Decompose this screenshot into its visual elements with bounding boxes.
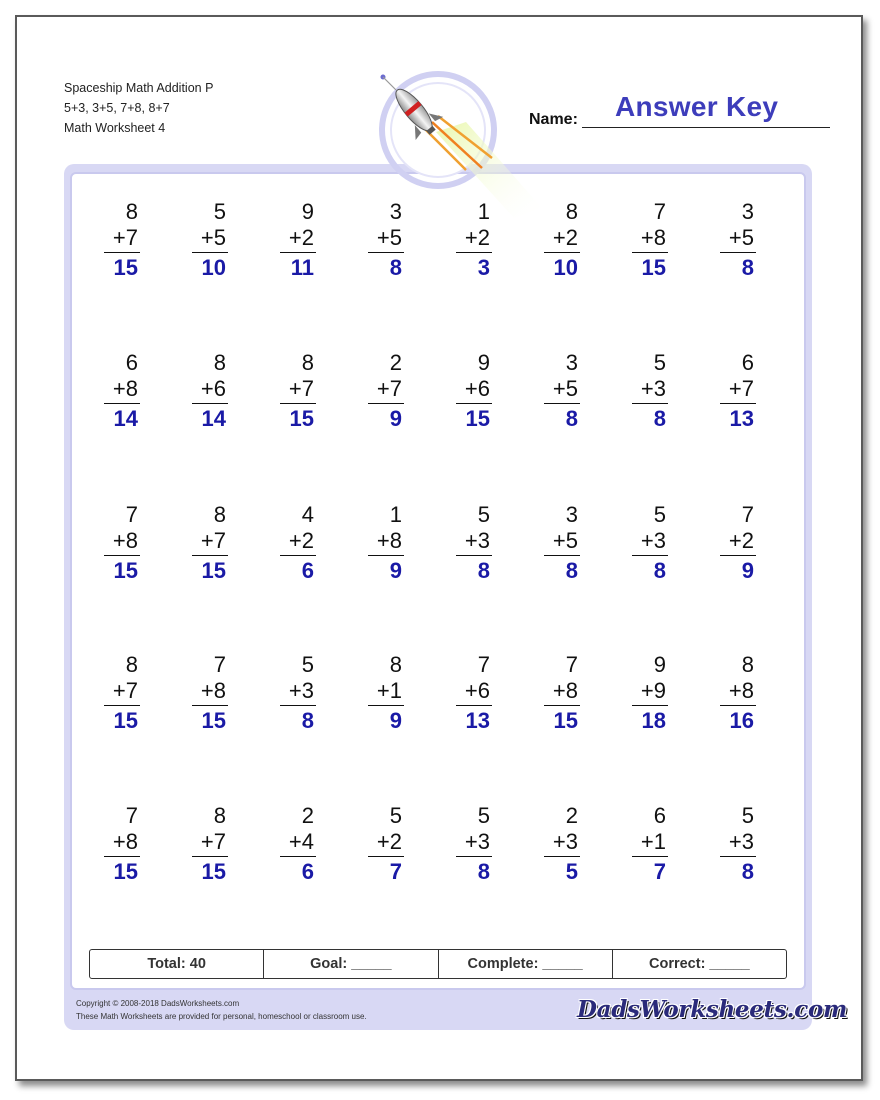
addend-top: 7 xyxy=(477,652,490,677)
sum-rule xyxy=(280,705,316,706)
problem xyxy=(432,803,492,886)
addend-top: 5 xyxy=(301,652,314,677)
brand-logo: DadsWorksheets.com xyxy=(577,996,848,1023)
addend-top: 4 xyxy=(301,502,314,527)
sum-rule xyxy=(104,856,140,857)
problem xyxy=(256,350,316,433)
answer: 3 xyxy=(477,255,490,280)
sum-rule xyxy=(368,856,404,857)
sum-rule xyxy=(104,555,140,556)
addend-bottom: +1 xyxy=(376,678,402,703)
answer: 6 xyxy=(301,558,314,583)
addend-bottom: +7 xyxy=(112,678,138,703)
copyright xyxy=(76,997,367,1023)
addend-bottom: +8 xyxy=(200,678,226,703)
addend-top: 6 xyxy=(125,350,138,375)
usage-line: These Math Worksheets are provided for personal, homeschool or classroom use. xyxy=(76,1012,367,1021)
answer: 8 xyxy=(565,406,578,431)
addend-top: 8 xyxy=(125,652,138,677)
answer: 9 xyxy=(741,558,754,583)
answer: 8 xyxy=(653,558,666,583)
answer: 9 xyxy=(389,558,402,583)
answer: 8 xyxy=(477,558,490,583)
answer: 8 xyxy=(741,255,754,280)
problem xyxy=(344,502,404,585)
sum-rule xyxy=(280,403,316,404)
sum-rule xyxy=(280,252,316,253)
addend-bottom: +3 xyxy=(464,528,490,553)
addend-top: 2 xyxy=(565,803,578,828)
sum-rule xyxy=(544,403,580,404)
addend-bottom: +8 xyxy=(112,829,138,854)
problem xyxy=(256,199,316,282)
answer: 8 xyxy=(301,708,314,733)
addend-top: 8 xyxy=(213,803,226,828)
problem xyxy=(168,199,228,282)
addend-top: 6 xyxy=(653,803,666,828)
addend-bottom: +8 xyxy=(640,225,666,250)
sum-rule xyxy=(456,252,492,253)
addend-bottom: +7 xyxy=(112,225,138,250)
sum-rule xyxy=(632,856,668,857)
problem xyxy=(80,502,140,585)
addend-top: 8 xyxy=(213,350,226,375)
addend-top: 7 xyxy=(565,652,578,677)
addend-top: 7 xyxy=(741,502,754,527)
answer: 15 xyxy=(553,708,578,733)
problem xyxy=(80,199,140,282)
problem xyxy=(256,502,316,585)
addend-bottom: +6 xyxy=(464,376,490,401)
addend-bottom: +3 xyxy=(728,829,754,854)
answer: 10 xyxy=(553,255,578,280)
addend-top: 9 xyxy=(653,652,666,677)
addend-top: 8 xyxy=(125,199,138,224)
problem xyxy=(696,652,756,735)
addend-bottom: +8 xyxy=(376,528,402,553)
sum-rule xyxy=(632,403,668,404)
addend-top: 3 xyxy=(741,199,754,224)
problem xyxy=(432,350,492,433)
addend-top: 8 xyxy=(301,350,314,375)
problem xyxy=(696,199,756,282)
answer: 15 xyxy=(201,859,226,884)
addend-top: 9 xyxy=(477,350,490,375)
correct-cell: Correct: _____ xyxy=(649,956,750,972)
addend-bottom: +2 xyxy=(376,829,402,854)
answer: 15 xyxy=(289,406,314,431)
addend-top: 5 xyxy=(213,199,226,224)
answer: 16 xyxy=(729,708,754,733)
addend-bottom: +2 xyxy=(552,225,578,250)
problem xyxy=(80,803,140,886)
problem xyxy=(168,803,228,886)
addend-bottom: +1 xyxy=(640,829,666,854)
answer: 15 xyxy=(201,558,226,583)
problem xyxy=(80,652,140,735)
score-table xyxy=(89,949,787,979)
problem xyxy=(256,652,316,735)
sum-rule xyxy=(368,252,404,253)
addend-bottom: +6 xyxy=(200,376,226,401)
problem xyxy=(168,350,228,433)
addend-top: 1 xyxy=(389,502,402,527)
addend-top: 3 xyxy=(565,502,578,527)
addend-bottom: +3 xyxy=(464,829,490,854)
sum-rule xyxy=(104,403,140,404)
problem xyxy=(168,652,228,735)
addend-top: 2 xyxy=(389,350,402,375)
answer: 8 xyxy=(741,859,754,884)
answer: 8 xyxy=(389,255,402,280)
problem xyxy=(608,502,668,585)
problem xyxy=(80,350,140,433)
problem xyxy=(344,199,404,282)
answer: 15 xyxy=(465,406,490,431)
sum-rule xyxy=(104,705,140,706)
addend-top: 3 xyxy=(389,199,402,224)
addend-top: 5 xyxy=(653,350,666,375)
sum-rule xyxy=(192,252,228,253)
answer: 8 xyxy=(565,558,578,583)
addend-bottom: +9 xyxy=(640,678,666,703)
addend-bottom: +3 xyxy=(640,376,666,401)
sum-rule xyxy=(544,705,580,706)
addend-bottom: +8 xyxy=(112,528,138,553)
rocket-icon xyxy=(374,70,544,220)
answer: 8 xyxy=(477,859,490,884)
name-label: Name: xyxy=(529,111,578,128)
problem xyxy=(520,199,580,282)
problem xyxy=(520,350,580,433)
sum-rule xyxy=(456,555,492,556)
sum-rule xyxy=(632,555,668,556)
addend-bottom: +7 xyxy=(288,376,314,401)
goal-cell: Goal: _____ xyxy=(264,950,438,978)
problem xyxy=(696,502,756,585)
addend-bottom: +2 xyxy=(288,528,314,553)
addend-bottom: +7 xyxy=(376,376,402,401)
answer: 15 xyxy=(201,708,226,733)
addend-bottom: +2 xyxy=(288,225,314,250)
addend-bottom: +7 xyxy=(728,376,754,401)
answer: 7 xyxy=(653,859,666,884)
addend-top: 2 xyxy=(301,803,314,828)
addend-bottom: +4 xyxy=(288,829,314,854)
problem xyxy=(520,502,580,585)
addend-top: 8 xyxy=(565,199,578,224)
answer: 13 xyxy=(729,406,754,431)
addend-bottom: +7 xyxy=(200,829,226,854)
addend-top: 5 xyxy=(477,502,490,527)
addend-bottom: +7 xyxy=(200,528,226,553)
sum-rule xyxy=(368,403,404,404)
answer: 8 xyxy=(653,406,666,431)
problem xyxy=(696,350,756,433)
answer: 13 xyxy=(465,708,490,733)
addend-bottom: +2 xyxy=(728,528,754,553)
addend-top: 7 xyxy=(213,652,226,677)
sum-rule xyxy=(192,705,228,706)
addend-top: 5 xyxy=(389,803,402,828)
answer: 18 xyxy=(641,708,666,733)
sum-rule xyxy=(632,252,668,253)
addend-bottom: +6 xyxy=(464,678,490,703)
addend-top: 8 xyxy=(213,502,226,527)
sum-rule xyxy=(368,705,404,706)
addend-bottom: +3 xyxy=(552,829,578,854)
addend-bottom: +3 xyxy=(640,528,666,553)
addend-top: 7 xyxy=(125,803,138,828)
problem xyxy=(608,803,668,886)
addend-bottom: +5 xyxy=(728,225,754,250)
answer: 6 xyxy=(301,859,314,884)
problem xyxy=(520,652,580,735)
sum-rule xyxy=(192,856,228,857)
name-line xyxy=(582,127,830,128)
answer: 14 xyxy=(201,406,226,431)
sum-rule xyxy=(456,705,492,706)
addend-top: 3 xyxy=(565,350,578,375)
worksheet-header xyxy=(64,78,213,138)
answer: 15 xyxy=(113,255,138,280)
sum-rule xyxy=(104,252,140,253)
sum-rule xyxy=(720,856,756,857)
problem xyxy=(696,803,756,886)
sum-rule xyxy=(456,403,492,404)
addend-top: 5 xyxy=(653,502,666,527)
addend-top: 1 xyxy=(477,199,490,224)
sum-rule xyxy=(192,555,228,556)
sum-rule xyxy=(280,555,316,556)
sum-rule xyxy=(632,705,668,706)
sum-rule xyxy=(720,555,756,556)
addend-bottom: +2 xyxy=(464,225,490,250)
problem xyxy=(608,652,668,735)
problem xyxy=(344,350,404,433)
addend-bottom: +8 xyxy=(552,678,578,703)
sum-rule xyxy=(456,856,492,857)
addend-bottom: +5 xyxy=(376,225,402,250)
addend-bottom: +8 xyxy=(112,376,138,401)
addend-bottom: +5 xyxy=(552,528,578,553)
sum-rule xyxy=(720,705,756,706)
answer: 15 xyxy=(113,708,138,733)
complete-cell: Complete: _____ xyxy=(439,950,613,978)
addend-bottom: +5 xyxy=(200,225,226,250)
problem xyxy=(608,199,668,282)
sum-rule xyxy=(368,555,404,556)
addend-bottom: +3 xyxy=(288,678,314,703)
sum-rule xyxy=(720,403,756,404)
answer: 15 xyxy=(641,255,666,280)
worksheet-subtitle: Math Worksheet 4 xyxy=(64,121,166,135)
problem xyxy=(432,652,492,735)
sum-rule xyxy=(280,856,316,857)
addend-top: 8 xyxy=(389,652,402,677)
sum-rule xyxy=(544,856,580,857)
answer: 14 xyxy=(113,406,138,431)
problem xyxy=(168,502,228,585)
worksheet-facts: 5+3, 3+5, 7+8, 8+7 xyxy=(64,101,170,115)
answer: 15 xyxy=(113,859,138,884)
answer: 7 xyxy=(389,859,402,884)
addend-top: 8 xyxy=(741,652,754,677)
addend-bottom: +8 xyxy=(728,678,754,703)
sum-rule xyxy=(544,555,580,556)
sum-rule xyxy=(192,403,228,404)
answer-key-text: Answer Key xyxy=(615,91,779,122)
addend-top: 5 xyxy=(477,803,490,828)
addend-top: 6 xyxy=(741,350,754,375)
problem xyxy=(344,652,404,735)
answer: 10 xyxy=(201,255,226,280)
problem xyxy=(432,199,492,282)
problem xyxy=(520,803,580,886)
problem xyxy=(432,502,492,585)
problem xyxy=(256,803,316,886)
addend-top: 5 xyxy=(741,803,754,828)
copyright-line: Copyright © 2008-2018 DadsWorksheets.com xyxy=(76,999,240,1008)
answer: 5 xyxy=(565,859,578,884)
worksheet-title: Spaceship Math Addition P xyxy=(64,81,214,95)
sum-rule xyxy=(544,252,580,253)
answer: 9 xyxy=(389,406,402,431)
addend-bottom: +5 xyxy=(552,376,578,401)
problem xyxy=(344,803,404,886)
sum-rule xyxy=(720,252,756,253)
answer: 9 xyxy=(389,708,402,733)
total-cell: Total: 40 xyxy=(90,950,264,978)
addend-top: 7 xyxy=(653,199,666,224)
problem xyxy=(608,350,668,433)
addend-top: 7 xyxy=(125,502,138,527)
addend-top: 9 xyxy=(301,199,314,224)
answer: 11 xyxy=(290,255,314,280)
answer: 15 xyxy=(113,558,138,583)
